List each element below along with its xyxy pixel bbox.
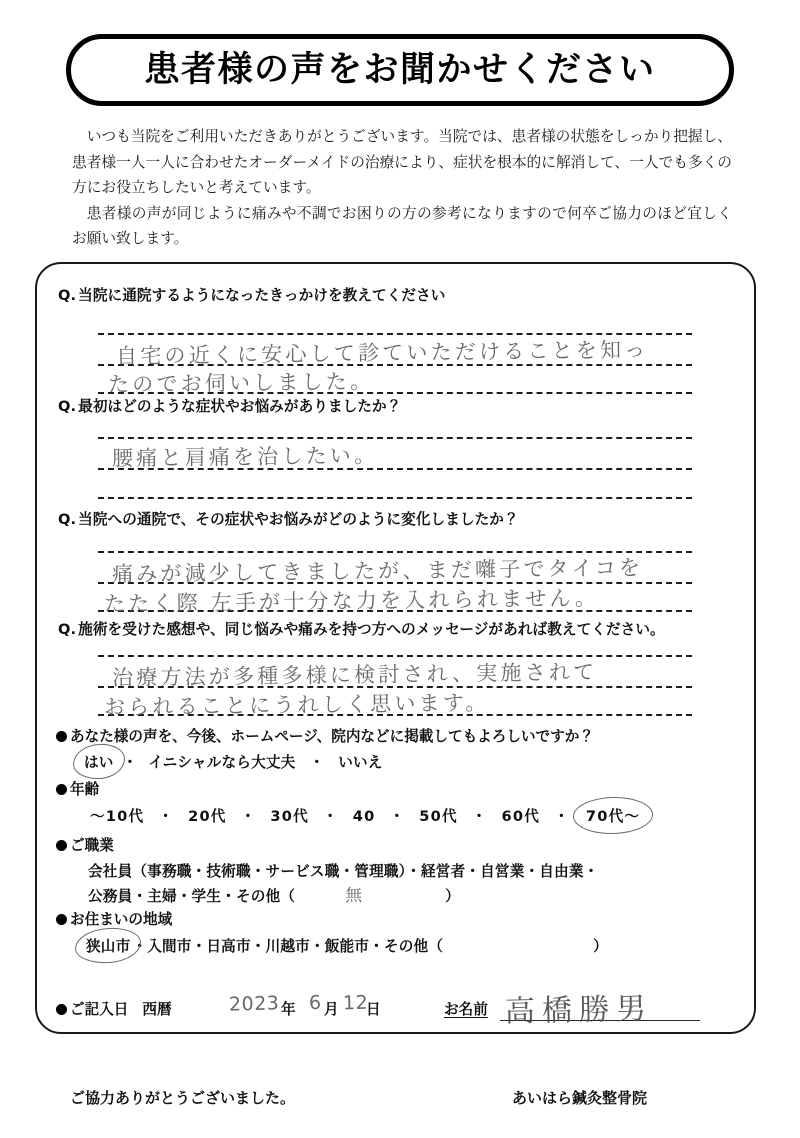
area-heading-text: お住まいの地域 [70, 911, 173, 928]
footer-thanks: ご協力ありがとうございました。 [70, 1089, 296, 1107]
age-options [90, 805, 642, 826]
entry-date-row [56, 998, 172, 1019]
age-heading-text: 年齢 [70, 781, 100, 798]
entry-month-value: 6 [308, 991, 322, 1015]
area-option-other-prefix[interactable]: その他（ [383, 938, 444, 955]
question-4-prefix: Q. [58, 621, 77, 638]
area-separator-5: ・ [369, 938, 384, 955]
area-separator-3: ・ [250, 938, 266, 955]
occupation-line-2-suffix: ） [445, 888, 460, 905]
entry-date-label: ご記入日 [70, 1001, 129, 1018]
question-3-text: 当院への通院で、その症状やお悩みがどのように変化しましたか？ [78, 511, 519, 528]
entry-name-value: 高橋勝男 [504, 991, 654, 1030]
question-3-prefix: Q. [58, 511, 77, 528]
consent-option-yes-label: はい [84, 754, 114, 771]
question-1-prefix: Q. [58, 287, 77, 304]
age-option-60s[interactable]: 60代 [501, 808, 541, 825]
occupation-line-2 [88, 885, 460, 906]
answer-rule-2a [98, 437, 692, 439]
entry-name-label: お名前 [444, 1001, 488, 1018]
area-heading [56, 908, 172, 929]
entry-month-unit: 月 [324, 1001, 339, 1018]
age-separator-2: ・ [240, 808, 257, 825]
question-4-text: 施術を受けた感想や、同じ悩みや痛みを持つ方へのメッセージがあれば教えてください。 [78, 621, 665, 638]
answer-1-line-2: たのでお伺いしました。 [107, 369, 375, 397]
question-4 [58, 618, 665, 639]
bullet-dot-icon [56, 784, 67, 795]
occupation-heading-text: ご職業 [70, 837, 114, 854]
answer-3-line-1: 痛みが減少してきましたが、まだ囃子でタイコを [111, 555, 644, 587]
occupation-line-2-prefix[interactable]: 公務員・主婦・学生・その他（ [88, 888, 296, 905]
question-2 [58, 395, 401, 416]
answer-1-line-1: 自宅の近くに安心して診ていただけることを知っ [115, 337, 649, 369]
answer-4-line-2: おられることにうれしく思います。 [103, 690, 490, 720]
intro-paragraph-1: いつも当院をご利用いただきありがとうございます。当院では、患者様の状態をしっかり把握し、患者様一人一人に合わせたオーダーメイドの治療により、症状を根本的に解消して、一人でも多くの方にお役立ちしたいと考えています。 [72, 128, 732, 196]
bullet-dot-icon [56, 731, 67, 742]
entry-day-unit: 日 [366, 1001, 381, 1018]
area-option-other-suffix: ） [593, 938, 608, 955]
area-separator-1: ・ [132, 938, 148, 955]
area-option-sayama-label: 狭山市 [86, 938, 131, 955]
age-option-50s[interactable]: 50代 [419, 808, 458, 825]
bullet-dot-icon [56, 1004, 67, 1015]
age-option-10s[interactable]: 〜10代 [90, 808, 145, 825]
intro-block [72, 124, 732, 252]
answer-2-line-1: 腰痛と肩痛を治したい。 [111, 443, 379, 471]
consent-options [82, 751, 383, 772]
occupation-other-value: 無 [344, 885, 364, 907]
answer-rule-4a [98, 655, 692, 657]
age-separator-5: ・ [471, 808, 488, 825]
page-title-pill [66, 34, 734, 106]
age-separator-6: ・ [554, 808, 570, 825]
question-2-prefix: Q. [58, 398, 77, 415]
consent-separator-1: ・ [122, 754, 138, 771]
area-separator-2: ・ [191, 938, 207, 955]
age-separator-3: ・ [322, 808, 339, 825]
entry-calendar-label: 西暦 [142, 1001, 172, 1018]
question-1 [58, 284, 446, 305]
answer-3-line-2: たたく際 左手が十分な力を入れられません。 [103, 585, 600, 617]
area-option-hanno[interactable]: 飯能市 [324, 938, 370, 955]
answer-rule-2c [98, 497, 692, 499]
occupation-heading [56, 834, 114, 855]
question-1-text: 当院に通院するようになったきっかけを教えてください [78, 287, 446, 304]
consent-heading [56, 725, 594, 746]
area-options [84, 935, 608, 956]
age-option-40s[interactable]: 40 [352, 808, 376, 825]
intro-paragraph-2: 患者様の声が同じように痛みや不調でお困りの方の参考になりますので何卒ご協力のほど宜しくお願い致します。 [72, 204, 732, 247]
area-option-kawagoe[interactable]: 川越市 [265, 938, 310, 955]
age-option-20s[interactable]: 20代 [188, 808, 227, 825]
consent-separator-2: ・ [309, 754, 325, 771]
entry-day-value: 12 [342, 991, 369, 1015]
area-option-hidaka[interactable]: 日高市 [206, 938, 251, 955]
page-title: 患者様の声をお聞かせください [144, 49, 656, 90]
occupation-line-1[interactable]: 会社員（事務職・技術職・サービス職・管理職）・経営者・自営業・自由業・ [88, 863, 599, 880]
entry-year-unit: 年 [281, 1001, 296, 1018]
bullet-dot-icon [56, 840, 67, 851]
question-2-text: 最初はどのような症状やお悩みがありましたか？ [78, 398, 402, 415]
question-3 [58, 508, 519, 529]
footer-clinic-name: あいはら鍼灸整骨院 [512, 1089, 648, 1107]
answer-4-line-1: 治療方法が多種多様に検討され、実施されて [111, 660, 598, 690]
age-option-70s[interactable] [584, 805, 642, 826]
consent-option-no[interactable]: いいえ [338, 754, 383, 771]
age-option-70s-label: 70代〜 [585, 808, 641, 825]
area-option-iruma[interactable]: 入間市 [147, 938, 192, 955]
age-separator-1: ・ [158, 808, 175, 825]
consent-option-yes[interactable] [82, 751, 116, 772]
area-option-sayama[interactable] [84, 935, 132, 956]
age-heading [56, 778, 99, 799]
bullet-dot-icon [56, 914, 67, 925]
area-separator-4: ・ [309, 938, 325, 955]
consent-heading-text: あなた様の声を、今後、ホームページ、院内などに掲載してもよろしいですか？ [70, 728, 594, 745]
consent-option-initial[interactable]: イニシャルなら大丈夫 [148, 754, 296, 771]
entry-year-value: 2023 [228, 992, 280, 1016]
age-option-30s[interactable]: 30代 [270, 808, 309, 825]
age-separator-4: ・ [389, 808, 406, 825]
